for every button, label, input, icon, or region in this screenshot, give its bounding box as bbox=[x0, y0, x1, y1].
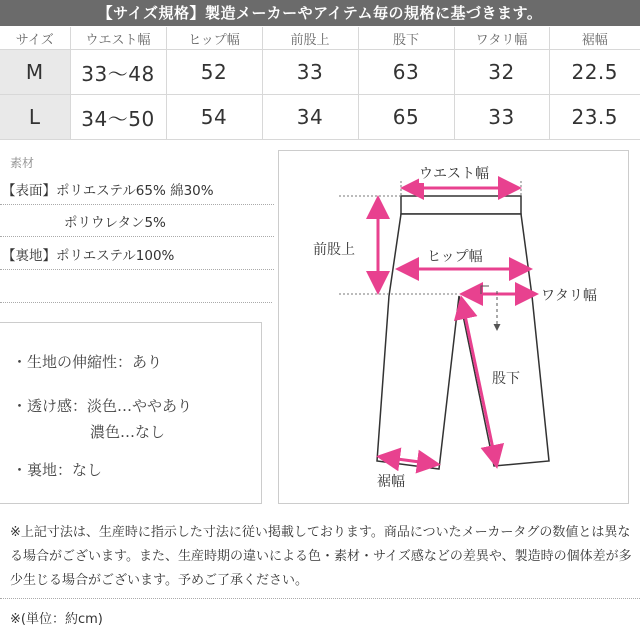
hem-label: 裾幅 bbox=[377, 471, 405, 491]
table-cell: 63 bbox=[358, 50, 454, 95]
table-cell: 54 bbox=[166, 95, 262, 140]
material-outer-cont: ポリウレタン5% bbox=[0, 210, 274, 237]
pants-diagram-svg bbox=[279, 151, 628, 503]
size-cell: M bbox=[0, 50, 70, 95]
stretch-property: ・生地の伸縮性：あり bbox=[12, 353, 163, 371]
header-thigh: ワタリ幅 bbox=[454, 27, 549, 50]
sheer-property: ・透け感：淡色…ややあり bbox=[12, 397, 193, 415]
table-cell: 23.5 bbox=[549, 95, 640, 140]
size-table bbox=[0, 27, 640, 140]
inseam-label: 股下 bbox=[492, 368, 520, 388]
size-spec-banner: 【サイズ規格】製造メーカーやアイテム毎の規格に基づきます。 bbox=[0, 0, 640, 26]
header-rise: 前股上 bbox=[262, 27, 358, 50]
waistband-outline bbox=[401, 196, 521, 214]
waist-label: ウエスト幅 bbox=[419, 163, 489, 183]
hip-label: ヒップ幅 bbox=[427, 246, 483, 266]
table-cell: 52 bbox=[166, 50, 262, 95]
material-divider bbox=[0, 276, 272, 303]
unit-note: ※(単位：約cm) bbox=[10, 612, 103, 627]
fabric-properties-box bbox=[0, 322, 262, 504]
size-cell: L bbox=[0, 95, 70, 140]
size-table-header bbox=[0, 27, 640, 50]
pants-measurement-diagram bbox=[278, 150, 629, 504]
table-cell: 33 bbox=[262, 50, 358, 95]
header-waist: ウエスト幅 bbox=[70, 27, 166, 50]
header-size: サイズ bbox=[0, 27, 70, 50]
material-outer: 【表面】ポリエステル65% 綿30% bbox=[0, 178, 274, 205]
material-title: 素材 bbox=[10, 156, 35, 170]
table-row bbox=[0, 50, 640, 95]
sheer-property-dark: 濃色…なし bbox=[90, 423, 166, 441]
size-disclaimer: ※上記寸法は、生産時に指示した寸法に従い掲載しております。商品についたメーカータグの数値とは異なる場合がございます。また、生産時期の違いによる色・素材・サイズ感などの差異や、製造時の個体差が多少生じる場合がございます。予めご了承ください。 bbox=[10, 525, 632, 588]
divider bbox=[0, 598, 640, 599]
thigh-label: ワタリ幅 bbox=[541, 285, 597, 305]
table-cell: 22.5 bbox=[549, 50, 640, 95]
lining-property: ・裏地：なし bbox=[12, 461, 103, 479]
table-cell: 34〜50 bbox=[70, 95, 166, 140]
header-inseam: 股下 bbox=[358, 27, 454, 50]
table-cell: 65 bbox=[358, 95, 454, 140]
material-lining: 【裏地】ポリエステル100% bbox=[0, 243, 274, 270]
table-cell: 34 bbox=[262, 95, 358, 140]
header-hem: 裾幅 bbox=[549, 27, 640, 50]
table-row bbox=[0, 95, 640, 140]
table-cell: 33 bbox=[454, 95, 549, 140]
table-cell: 33〜48 bbox=[70, 50, 166, 95]
table-cell: 32 bbox=[454, 50, 549, 95]
header-hip: ヒップ幅 bbox=[166, 27, 262, 50]
rise-label: 前股上 bbox=[313, 239, 355, 259]
